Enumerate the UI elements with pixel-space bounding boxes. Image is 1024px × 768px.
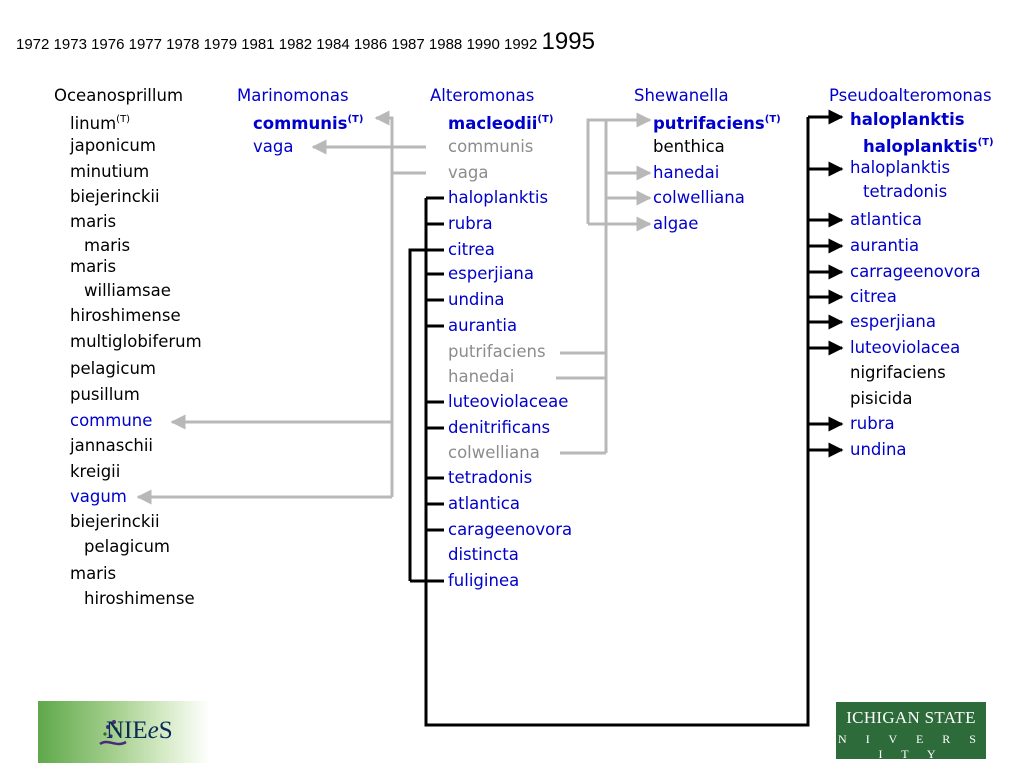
gray-arrows-to-marinomonas	[138, 118, 426, 497]
university-logo-line2: N I V E R S I T Y	[838, 732, 984, 761]
species-item: pusillum	[70, 385, 140, 404]
species-item: pisicida	[850, 389, 913, 408]
type-species-item: macleodii$^{(T)}$	[448, 114, 554, 133]
species-item: pelagicum	[70, 359, 156, 378]
subspecies-item: hiroshimense	[84, 589, 195, 608]
species-item-moved: communis	[448, 137, 534, 156]
type-species-item: communis$^{(T)}$	[253, 114, 364, 133]
type-subspecies-item: haloplanktis$^{(T)}$	[863, 137, 994, 156]
species-item: hiroshimense	[70, 306, 181, 325]
species-item: minutium	[70, 162, 150, 181]
species-item: maris	[70, 212, 117, 231]
species-item: nigrifaciens	[850, 363, 946, 382]
species-item: aurantia	[850, 236, 920, 255]
species-item-moved: vaga	[448, 163, 489, 182]
species-item: luteoviolaceae	[448, 392, 569, 411]
subspecies-item: maris	[84, 236, 131, 255]
species-item: multiglobiferum	[70, 332, 202, 351]
type-species-item: haloplanktis	[850, 110, 965, 129]
nieles-logo	[38, 701, 210, 763]
year-list: 1972 1973 1976 1977 1978 1979 1981 1982 1984 1986 1987 1988 1990 1992	[16, 36, 538, 53]
species-item: esperjiana	[850, 312, 937, 331]
species-item-moved: putrifaciens	[448, 342, 546, 361]
genus-header-alteromonas: Alteromonas	[430, 86, 535, 105]
current-year: 1995	[541, 28, 595, 55]
species-item: carrageenovora	[850, 262, 981, 281]
species-item: denitrificans	[448, 418, 551, 437]
species-item-reclassified: vagum	[70, 487, 127, 506]
species-item: biejerinckii	[70, 187, 160, 206]
species-item: undina	[850, 440, 907, 459]
species-item: kreigii	[70, 462, 121, 481]
species-item: fuliginea	[448, 571, 520, 590]
university-logo-line1: ICHIGAN STATE	[846, 708, 976, 727]
species-item: atlantica	[448, 494, 520, 513]
species-item: colwelliana	[653, 188, 745, 207]
nieles-wordmark: NIEeS	[106, 717, 173, 744]
subspecies-item: tetradonis	[863, 182, 948, 201]
species-item: aurantia	[448, 316, 518, 335]
species-item: luteoviolacea	[850, 338, 961, 357]
subspecies-item: pelagicum	[84, 537, 170, 556]
species-item-moved: colwelliana	[448, 443, 540, 462]
type-species-item: putrifaciens$^{(T)}$	[653, 114, 781, 133]
species-item: biejerinckii	[70, 512, 160, 531]
species-item: japonicum	[70, 136, 156, 155]
species-item: carageenovora	[448, 520, 573, 539]
genus-header-shewanella: Shewanella	[634, 86, 729, 105]
species-item-moved: hanedai	[448, 367, 515, 386]
species-item: citrea	[850, 287, 897, 306]
species-item: jannaschii	[70, 436, 154, 455]
species-item: atlantica	[850, 210, 922, 229]
subspecies-item: williamsae	[84, 281, 171, 300]
species-item: distincta	[448, 545, 519, 564]
species-item: maris	[70, 564, 117, 583]
species-item: algae	[653, 214, 699, 233]
genus-header-oceanospirillum: Oceanosprillum	[54, 86, 184, 105]
species-item: maris	[70, 257, 117, 276]
genus-header-marinomonas: Marinomonas	[237, 86, 349, 105]
university-logo	[836, 702, 986, 759]
species-item: haloplanktis	[850, 158, 951, 177]
gray-arrows-to-shewanella	[556, 120, 650, 453]
species-item: vaga	[253, 137, 294, 156]
species-item: rubra	[448, 214, 493, 233]
species-item: hanedai	[653, 163, 720, 182]
species-item: undina	[448, 290, 505, 309]
genus-header-pseudoalteromonas: Pseudoalteromonas	[829, 86, 992, 105]
species-item: tetradonis	[448, 468, 533, 487]
species-item: esperjiana	[448, 264, 535, 283]
species-item: citrea	[448, 240, 495, 259]
species-item: benthica	[653, 137, 725, 156]
species-item: haloplanktis	[448, 188, 549, 207]
species-item: linum$^{(T)}$	[70, 114, 131, 133]
species-item-reclassified: commune	[70, 411, 153, 430]
species-item: rubra	[850, 414, 895, 433]
